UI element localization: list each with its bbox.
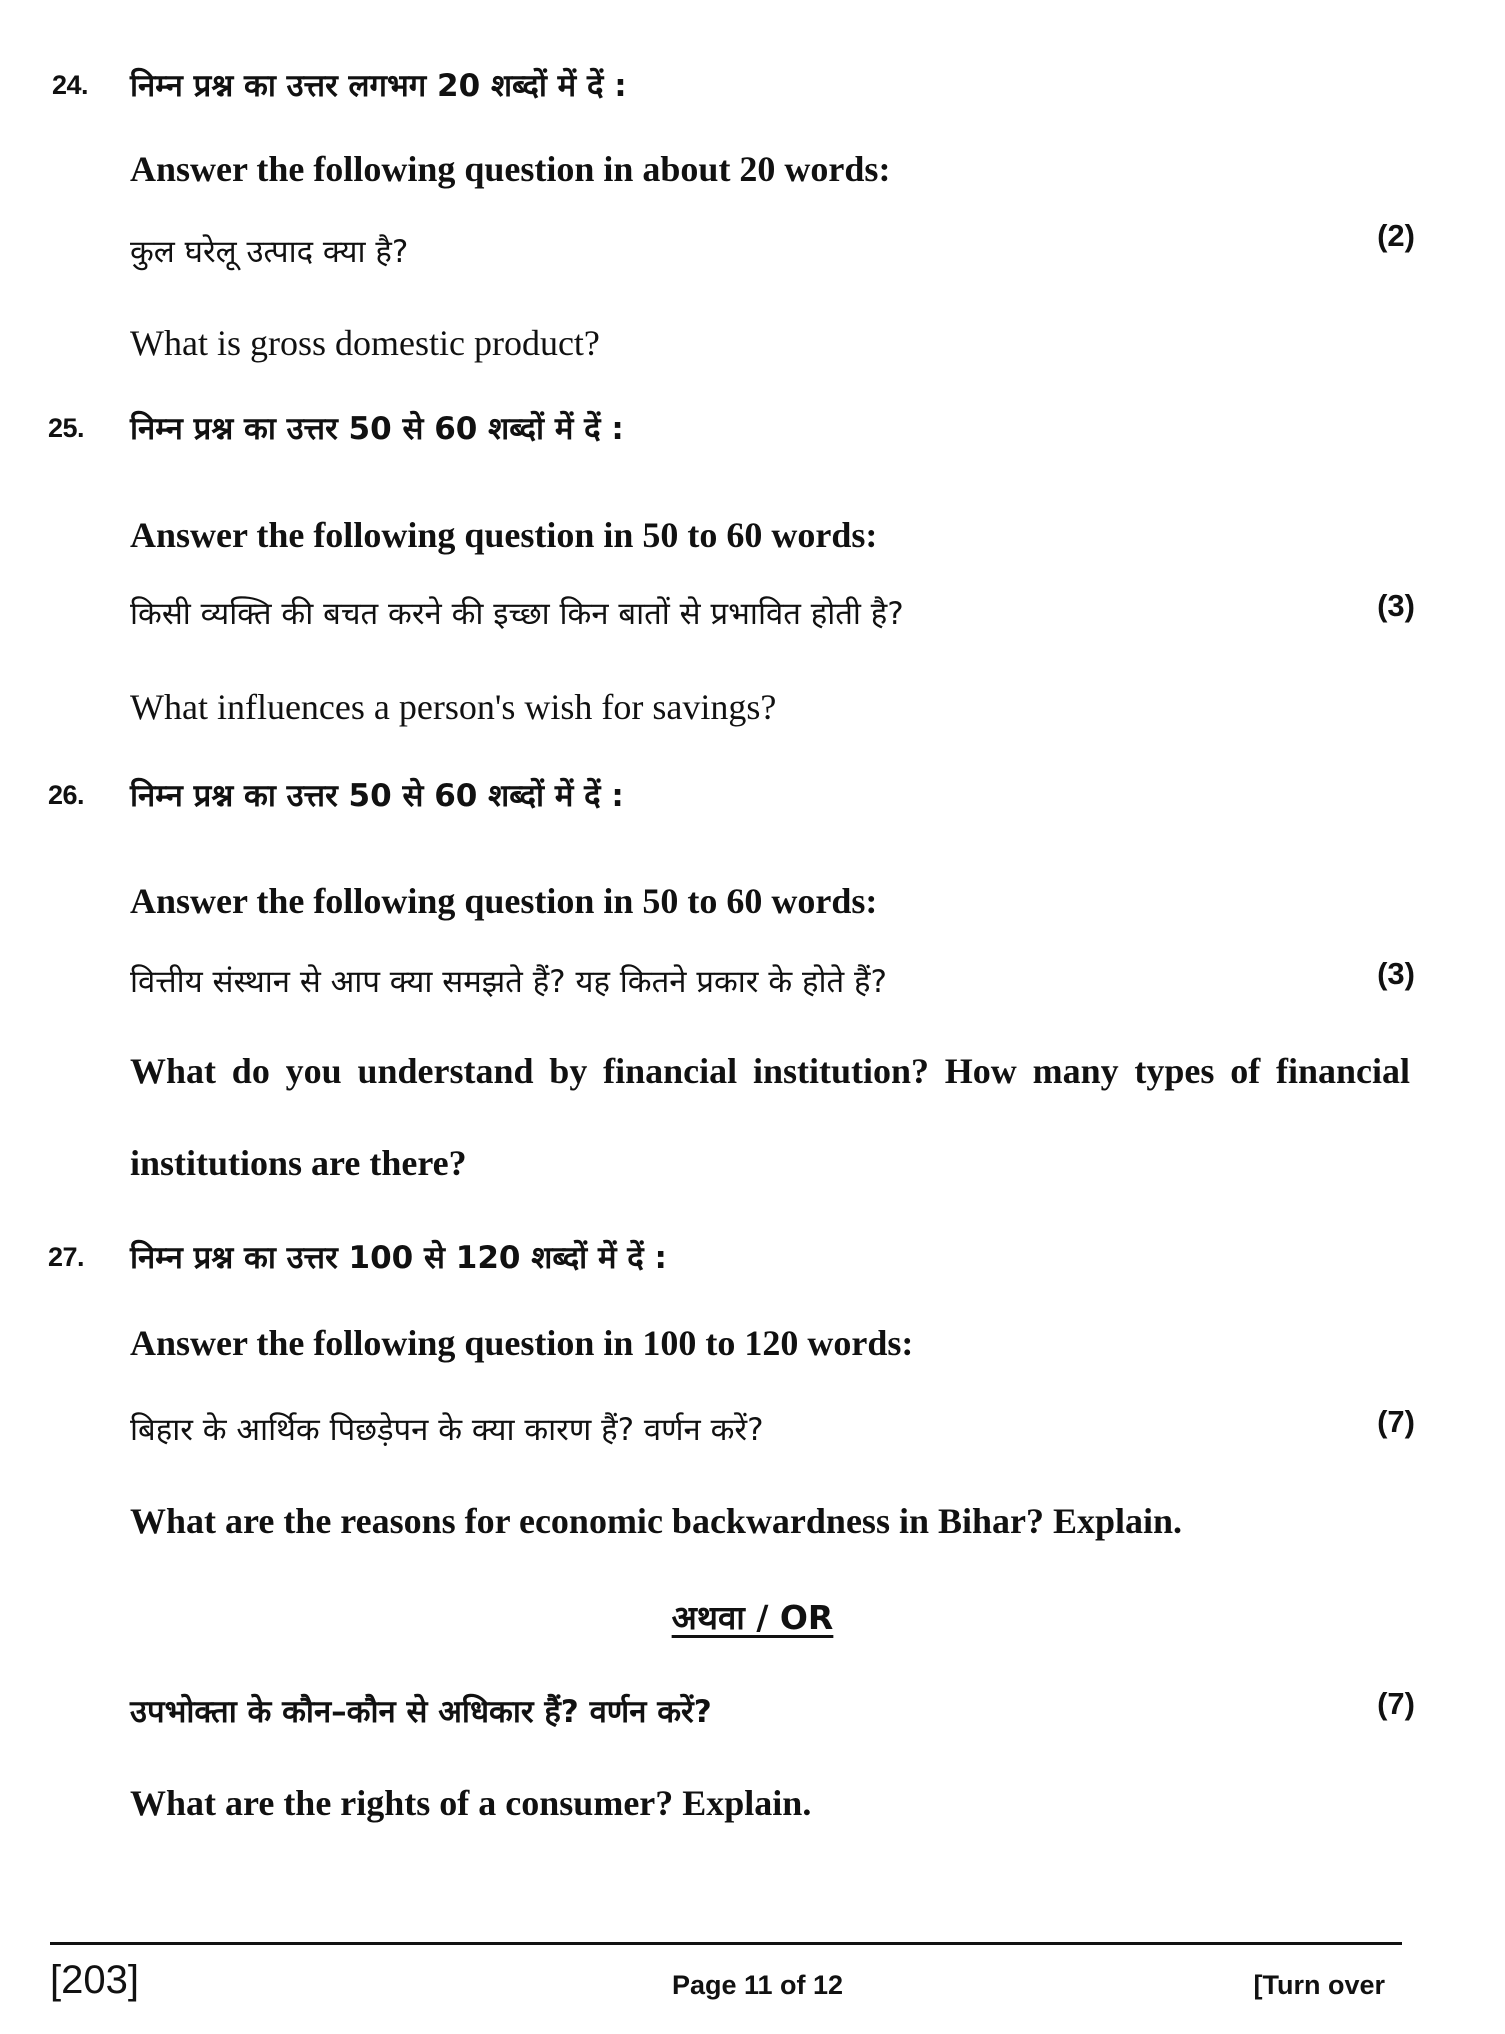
question-english: What influences a person's wish for savings? [130, 687, 777, 727]
question-marks: (3) [1377, 956, 1415, 991]
alt-question-hindi: उपभोक्ता के कौन–कौन से अधिकार हैं? वर्णन करें? [130, 1694, 712, 1730]
instruction-hindi: निम्न प्रश्न का उत्तर 100 से 120 शब्दों में दें : [130, 1240, 667, 1276]
question-hindi: बिहार के आर्थिक पिछड़ेपन के क्या कारण हैं? वर्णन करें? [130, 1412, 764, 1448]
instruction-english: Answer the following question in 100 to 120 words: [130, 1323, 914, 1363]
question-number: 26. [48, 780, 85, 810]
alt-question-english: What are the rights of a consumer? Explain. [130, 1783, 812, 1823]
question-english-line-2: institutions are there? [130, 1143, 467, 1183]
question-number: 25. [48, 413, 85, 443]
question-hindi: कुल घरेलू उत्पाद क्या है? [130, 234, 409, 270]
page-number: Page 11 of 12 [671, 1970, 844, 2000]
question-marks: (3) [1377, 588, 1415, 623]
question-number: 24. [52, 70, 89, 100]
question-hindi: किसी व्यक्ति की बचत करने की इच्छा किन बातों से प्रभावित होती है? [130, 596, 904, 632]
or-heading: अथवा / OR [671, 1598, 834, 1637]
question-number: 27. [48, 1242, 85, 1272]
instruction-hindi: निम्न प्रश्न का उत्तर 50 से 60 शब्दों में दें : [130, 411, 624, 447]
question-english-line-1: What do you understand by financial institution? How many types of financial [130, 1051, 1410, 1091]
footer-divider [50, 1942, 1402, 1945]
paper-code: [203] [50, 1958, 139, 2002]
question-english: What is gross domestic product? [130, 323, 600, 363]
instruction-english: Answer the following question in about 20 words: [130, 149, 891, 189]
instruction-english: Answer the following question in 50 to 60 words: [130, 881, 878, 921]
turn-over-note: [Turn over [1253, 1970, 1385, 2000]
question-hindi: वित्तीय संस्थान से आप क्या समझते हैं? यह कितने प्रकार के होते हैं? [130, 964, 887, 1000]
instruction-english: Answer the following question in 50 to 60 words: [130, 515, 878, 555]
instruction-hindi: निम्न प्रश्न का उत्तर 50 से 60 शब्दों में दें : [130, 778, 624, 814]
question-marks: (7) [1377, 1404, 1415, 1439]
alt-question-marks: (7) [1377, 1686, 1415, 1721]
instruction-hindi: निम्न प्रश्न का उत्तर लगभग 20 शब्दों में दें : [130, 68, 627, 104]
question-english: What are the reasons for economic backwardness in Bihar? Explain. [130, 1501, 1183, 1541]
question-marks: (2) [1377, 218, 1415, 253]
